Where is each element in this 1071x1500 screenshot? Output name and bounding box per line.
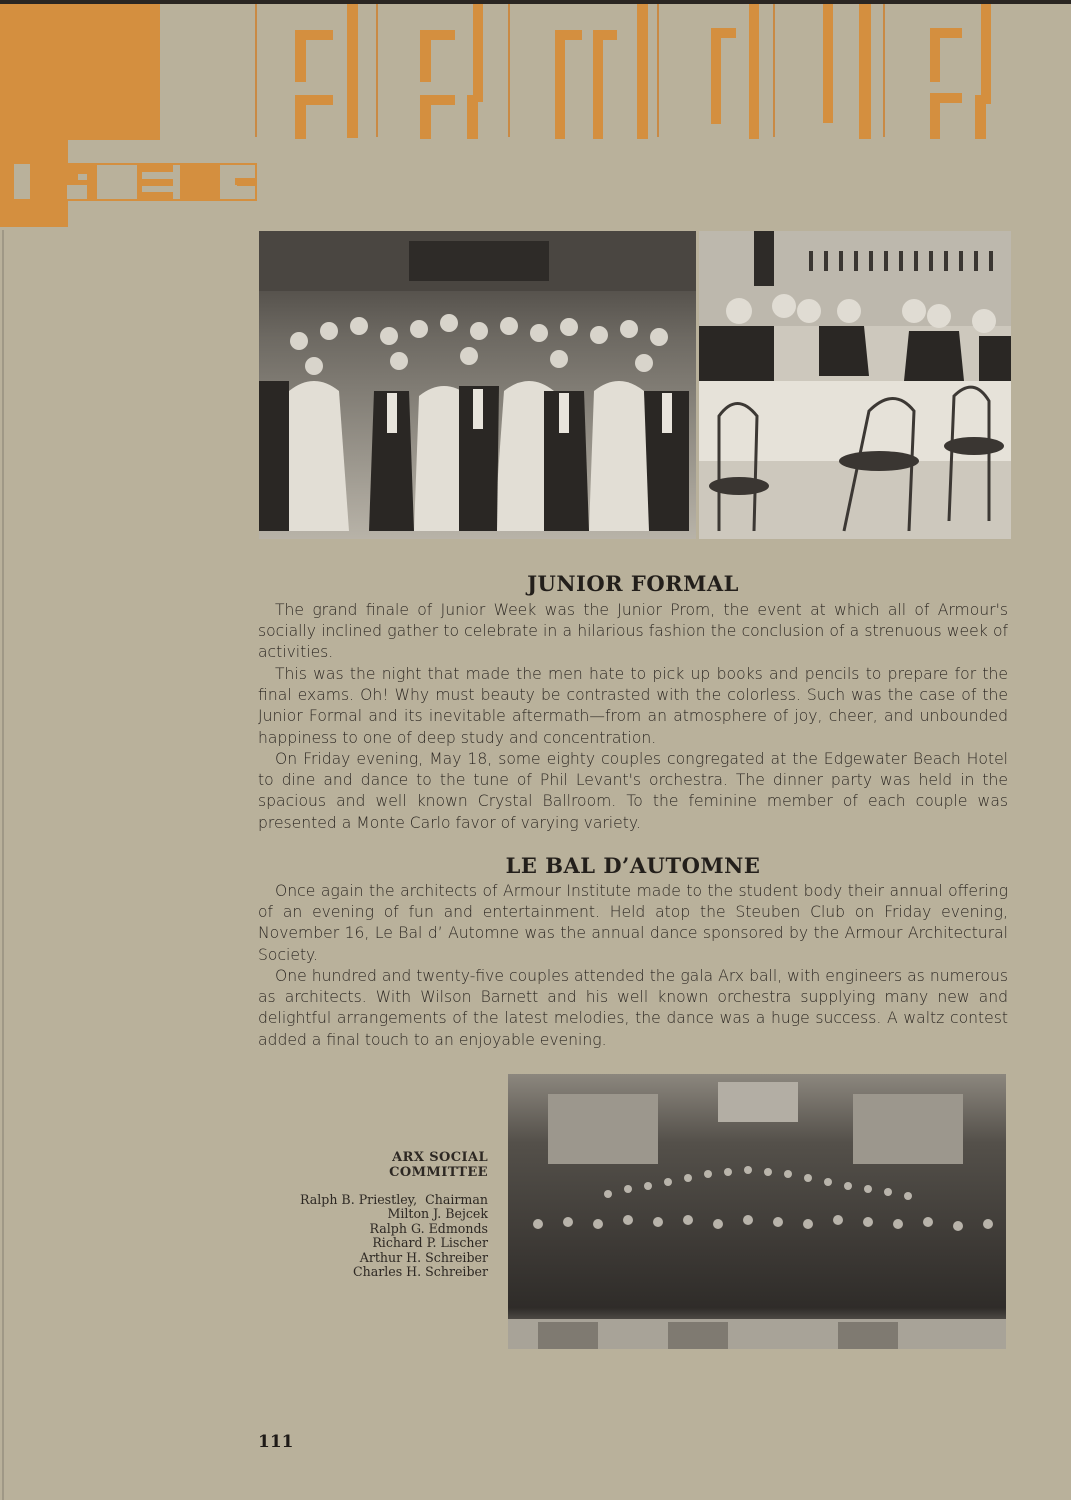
deco-bar — [467, 95, 478, 139]
committee-title-line: COMMITTEE — [389, 1165, 488, 1180]
deco-bar — [981, 4, 991, 104]
deco-bar — [859, 4, 871, 139]
committee-member: Charles H. Schreiber — [352, 1264, 488, 1280]
divider-rule — [883, 4, 885, 137]
photo-banquet-table — [699, 231, 1011, 539]
paragraph: One hundred and twenty-five couples attended the gala Arx ball, with engineers as numerous as architects. With Wilson Barnett and his well known orchestra supplying many new and delightful arrangements of the latest melodies, the dance was a huge success. A waltz contest added a final touch to an enjoyable evening. — [258, 967, 1008, 1049]
photo-arx-ball-group — [508, 1074, 1006, 1349]
section-title-le-bal-dautomne: LE BAL D’AUTOMNE — [505, 853, 761, 878]
divider-rule — [773, 4, 775, 137]
committee-member: Milton J. Bejcek — [387, 1206, 488, 1222]
year-digit-1-gap — [14, 164, 30, 199]
committee-title-line: ARX SOCIAL — [392, 1150, 488, 1165]
year-digit-3-cut2 — [142, 186, 173, 192]
page-number: 111 — [258, 1432, 294, 1452]
committee-member: Richard P. Lischer — [372, 1235, 488, 1251]
year-digit-9-cut — [67, 185, 87, 199]
deco-bar — [823, 4, 833, 123]
deco-bar — [930, 93, 940, 139]
corner-block — [0, 4, 160, 140]
deco-bar — [347, 4, 358, 138]
committee-member: Ralph B. Priestley, Chairman — [299, 1192, 488, 1207]
scan-top-edge — [0, 0, 1071, 4]
divider-rule — [255, 4, 257, 137]
committee-title — [300, 1150, 488, 1180]
divider-rule — [508, 4, 510, 137]
paragraph: Once again the architects of Armour Institute made to the student body their annual offering of an evening of fun and entertainment. Held atop the Steuben Club on Friday evening, November 16, Le Bal d’ Automne was the annual dance sponsored by the Armour Architectural Society. — [258, 882, 1008, 964]
committee-member: Ralph G. Edmonds — [369, 1220, 488, 1236]
year-digit-3-cut — [142, 172, 173, 179]
deco-bar — [711, 28, 721, 124]
committee-caption — [300, 1150, 488, 1279]
section-title-junior-formal: JUNIOR FORMAL — [527, 571, 739, 596]
deco-bar — [420, 30, 431, 82]
deco-bar — [593, 30, 603, 139]
paragraph: On Friday evening, May 18, some eighty couples congregated at the Edgewater Beach Hotel to dine and dance to the tune of Phil Levant's orchestra. The dinner party was held in the spacious and well known Crystal Ballroom. To the feminine member of each couple was presented a Monte Carlo favor of varying variety. — [258, 750, 1008, 832]
corner-block-stem — [0, 140, 68, 227]
deco-bar — [749, 4, 759, 139]
divider-rule — [376, 4, 378, 137]
deco-bar — [473, 4, 483, 102]
deco-bar — [930, 28, 940, 82]
deco-bar — [555, 30, 565, 139]
committee-members — [300, 1193, 488, 1279]
deco-bar — [975, 95, 986, 139]
divider-rule — [657, 4, 659, 137]
year-digit-5 — [180, 165, 220, 199]
year-digit-3 — [137, 165, 173, 199]
deco-bar — [637, 4, 648, 139]
photo-dance-procession — [259, 231, 696, 539]
year-digit-9-hole — [78, 174, 87, 180]
page-binding-edge — [2, 230, 4, 1500]
committee-member: Arthur H. Schreiber — [359, 1249, 488, 1265]
deco-bar — [295, 30, 306, 82]
paragraph: This was the night that made the men hate to pick up books and pencils to prepare for the final exams. Oh! Why must beauty be contrasted with the colorless. Such was the case of the Junior Formal and its inevitable aftermath—from an atmosphere of joy, cheer, and unbounded happiness to one of deep study and concentration. — [258, 665, 1008, 747]
year-digit-5-tail — [235, 178, 255, 186]
paragraph: The grand finale of Junior Week was the Junior Prom, the event at which all of Armour's socially inclined gather to celebrate in a hilarious fashion the conclusion of a strenuous week of activities. — [258, 601, 1008, 662]
deco-bar — [420, 95, 431, 139]
year-digit-5-cut2 — [222, 185, 237, 199]
deco-bar — [295, 95, 306, 139]
